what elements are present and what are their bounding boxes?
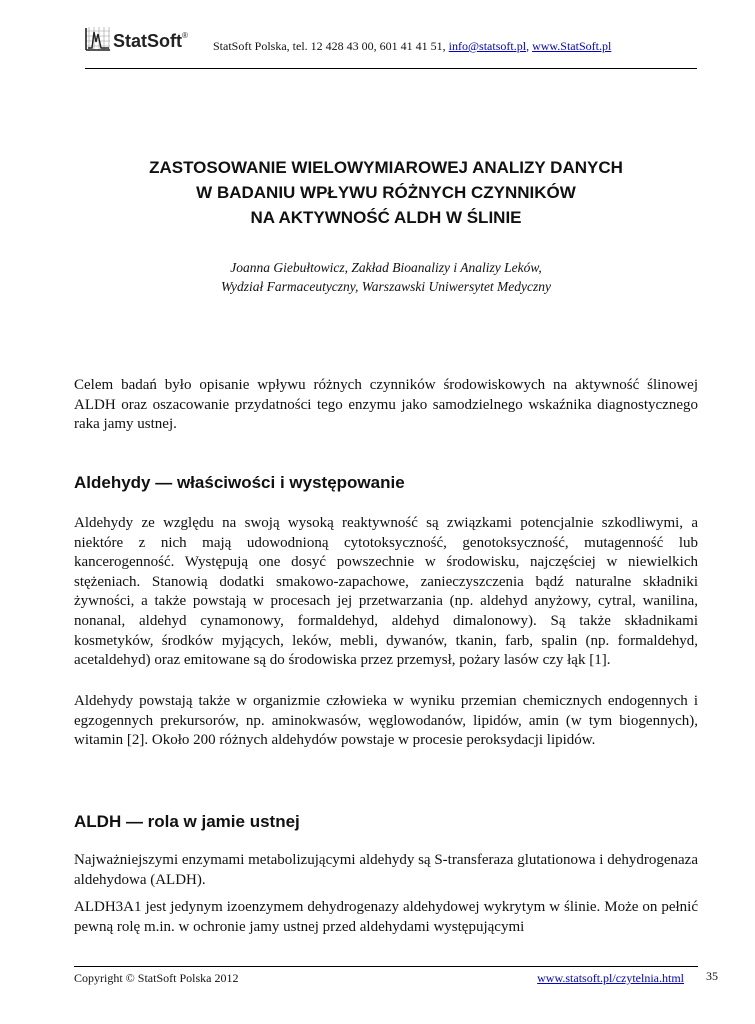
- contact-text: StatSoft Polska, tel. 12 428 43 00, 601 41 41 51,: [213, 39, 449, 53]
- author-line-2: Wydział Farmaceutyczny, Warszawski Uniwersytet Medyczny: [220, 279, 552, 294]
- document-title: [74, 155, 698, 230]
- aldh-paragraph-2: ALDH3A1 jest jedynym izoenzymem dehydrogenazy aldehydowej wykrytym w ślinie. Może on pełnić pewną rolę m.in. w ochronie jamy ustnej przed aldehydami występującymi: [74, 899, 698, 935]
- author-line-1: Joanna Giebułtowicz, Zakład Bioanalizy i Analizy Leków,: [230, 260, 542, 275]
- title-line-3: NA AKTYWNOŚĆ ALDH W ŚLINIE: [250, 208, 522, 227]
- footer-link[interactable]: www.statsoft.pl/czytelnia.html: [537, 971, 684, 985]
- aldehydes-paragraph-1: Aldehydy ze względu na swoją wysoką reaktywność są związkami potencjalnie szkodliwymi, a niektóre z nich mają udowodnioną cytotoksyczność, genotoksyczność, mutagenność lub kancerogenność. Występują one dosyć powszechnie w środowisku, najczęściej w niewielkich stężeniach. Stanowią dodatki smakowo-zapachowe, zanieczyszczenia bądź naturalne składniki żywności, a także powstają w procesach jej przetwarzania (np. aldehyd anyżowy, cytral, wanilina, nonanal, aldehyd cynamonowy, formaldehyd, aldehyd dimalonowy). Są także składnikami kosmetyków, środków myjących, leków, mebli, dywanów, tkanin, farb, spalin (np. formaldehyd, acetaldehyd) oraz emitowane są do środowiska przez przemysł, pożary lasów czy łąk [1].: [74, 515, 698, 669]
- page-number: 35: [706, 969, 718, 983]
- copyright-text: Copyright © StatSoft Polska 2012: [74, 971, 239, 985]
- aldehydes-paragraph-2: Aldehydy powstają także w organizmie człowieka w wyniku przemian chemicznych endogennych i egzogennych prekursorów, np. aminokwasów, węglowodanów, lipidów, amin (w tym biogennych), witamin [2]. Około 200 różnych aldehydów powstaje w procesie peroksydacji lipidów.: [74, 693, 698, 749]
- title-line-1: ZASTOSOWANIE WIELOWYMIAROWEJ ANALIZY DANYCH: [149, 158, 623, 177]
- website-link[interactable]: www.StatSoft.pl: [532, 39, 612, 53]
- page-footer: [74, 966, 698, 993]
- contact-separator: ,: [526, 39, 533, 53]
- aldh-paragraph-1: Najważniejszymi enzymami metabolizującymi aldehydy są S-transferaza glutationowa i dehydrogenaza aldehydowa (ALDH).: [74, 852, 698, 888]
- statsoft-logo-icon: [85, 26, 111, 52]
- title-line-2: W BADANIU WPŁYWU RÓŻNYCH CZYNNIKÓW: [196, 183, 576, 202]
- statsoft-logo: [85, 26, 188, 52]
- page-header: [85, 24, 697, 69]
- contact-line: [213, 39, 611, 54]
- section-heading-aldh: ALDH — rola w jamie ustnej: [74, 812, 300, 831]
- email-link[interactable]: info@statsoft.pl: [448, 39, 527, 53]
- intro-paragraph: Celem badań było opisanie wpływu różnych czynników środowiskowych na aktywność ślinowej ALDH oraz oszacowanie przydatności tego enzymu jako samodzielnego wskaźnika diagnostycznego raka jamy ustnej.: [74, 377, 698, 433]
- registered-mark: ®: [182, 31, 188, 40]
- logo-wordmark: StatSoft: [113, 31, 182, 51]
- author-affiliation: [74, 258, 698, 296]
- section-heading-aldehydes: Aldehydy — właściwości i występowanie: [74, 473, 405, 492]
